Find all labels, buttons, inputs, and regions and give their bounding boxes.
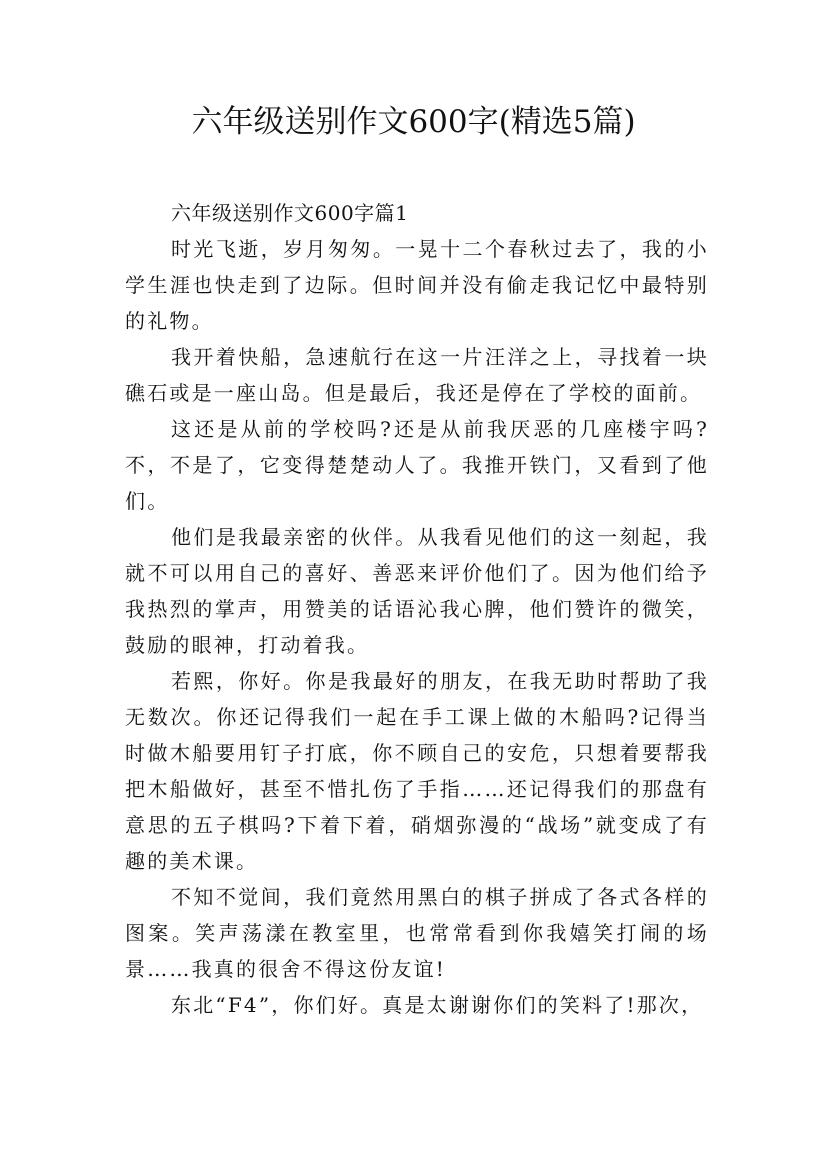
paragraph-7: 东北“F4”，你们好。真是太谢谢你们的笑料了!那次， <box>171 993 704 1017</box>
paragraph-4: 他们是我最亲密的伙伴。从我看见他们的这一刻起，我就不可以用自己的喜好、善恶来评价他们了。因为他们给予我热烈的掌声，用赞美的话语沁我心脾，他们赞许的微笑，鼓励的眼神，打动着我。 <box>125 525 709 657</box>
document-body <box>125 195 709 1023</box>
paragraph-6: 不知不觉间，我们竟然用黑白的棋子拼成了各式各样的图案。笑声荡漾在教室里，也常常看到你我嬉笑打闹的场景……我真的很舍不得这份友谊! <box>125 885 709 981</box>
document-title: 六年级送别作文600字(精选5篇) <box>191 104 636 140</box>
section-heading: 六年级送别作文600字篇1 <box>171 201 409 225</box>
paragraph-2: 我开着快船，急速航行在这一片汪洋之上，寻找着一块礁石或是一座山岛。但是最后，我还是停在了学校的面前。 <box>125 345 709 405</box>
paragraph-3: 这还是从前的学校吗?还是从前我厌恶的几座楼宇吗?不，不是了，它变得楚楚动人了。我推开铁门，又看到了他们。 <box>125 417 709 513</box>
paragraph-1: 时光飞逝，岁月匆匆。一晃十二个春秋过去了，我的小学生涯也快走到了边际。但时间并没有偷走我记忆中最特别的礼物。 <box>125 237 709 333</box>
paragraph-5: 若熙，你好。你是我最好的朋友，在我无助时帮助了我无数次。你还记得我们一起在手工课上做的木船吗?记得当时做木船要用钉子打底，你不顾自己的安危，只想着要帮我把木船做好，甚至不惜扎伤了手指……还记得我们的那盘有意思的五子棋吗?下着下着，硝烟弥漫的“战场”就变成了有趣的美术课。 <box>125 669 709 873</box>
